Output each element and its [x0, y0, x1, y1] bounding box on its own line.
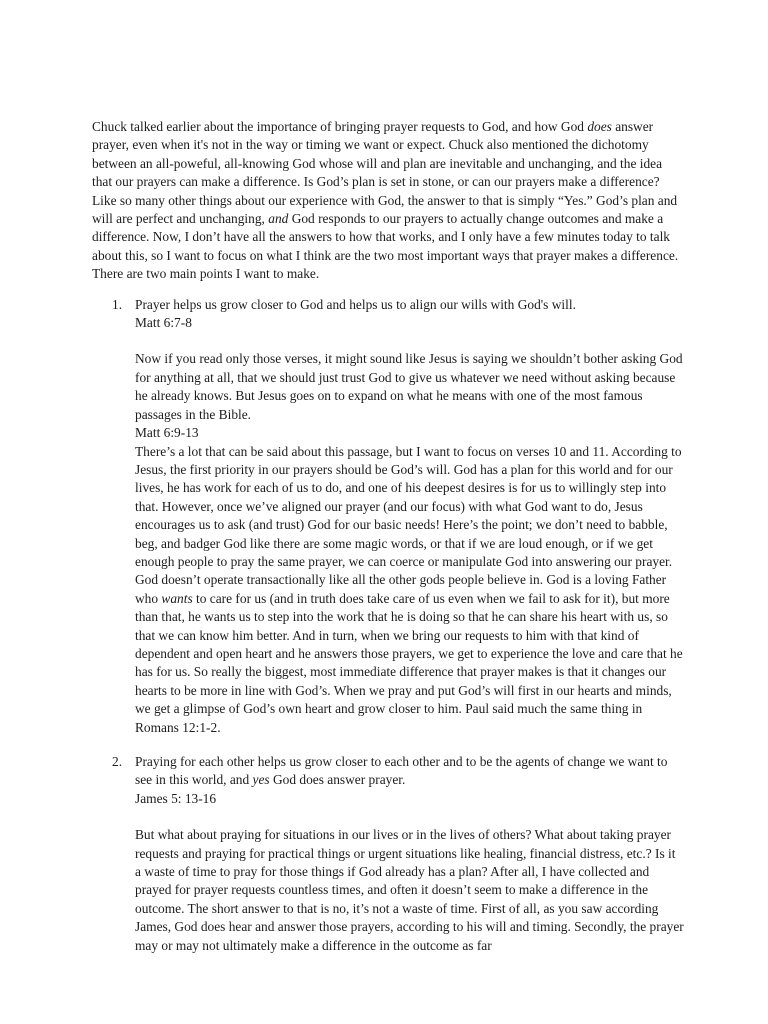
point-2-number: 2.: [112, 754, 123, 769]
point-1-number: 1.: [112, 296, 123, 312]
point-1-paragraph-2-text-a: There’s a lot that can be said about this passage, but I want to focus on verses 10 and 11. According to Jesus, the first priority in our prayers should be God’s will. God has a plan for this world and for our lives, he has work for each of us to do, and one of his deepest desires is for us to willingly step into that. However, once we’ve aligned our prayer (and our focus) with what God want to do, Jesus encourages us to ask (and trust) God for our basic needs! Here’s the point; we don’t need to babble, beg, and badger God like there are some magic words, or that if we are loud enough, or if we get enough people to pray the same prayer, we can coerce or manipulate God into answering our prayer. God doesn’t operate transactionally like all the other gods people believe in. God is a loving Father who: [135, 443, 682, 606]
point-2-emphasis-yes: yes: [252, 772, 270, 788]
point-1-emphasis-wants: wants: [161, 590, 193, 606]
point-2-reference-1: James 5: 13-16: [135, 790, 217, 806]
point-1-paragraph-2-text-b: to care for us (and in truth does take care of us even when we fail to ask for it), but more than that, he wants us to step into the work that he is doing so that he can share his heart with us, so that we can know him better. And in turn, when we bring our requests to him with that kind of dependent and open heart and he answers those prayers, we get to experience the love and care that he has for us. So really the biggest, most immediate difference that prayer makes is that it changes our hearts to be more in line with God’s. When we pray and put God’s will first in our hearts and minds, we get a glimpse of God’s own heart and grow closer to him. Paul said much the same thing in Romans 12:1-2.: [135, 590, 683, 735]
intro-emphasis-does: does: [587, 119, 612, 134]
point-1-reference-1: Matt 6:7-8: [135, 315, 192, 331]
point-1-paragraph-1: Now if you read only those verses, it might sound like Jesus is saying we shouldn’t bother asking God for anything at all, that we should just trust God to give us whatever we need without asking because he already knows. But Jesus goes on to expand on what he means with one of the most famous passages in the Bible.: [135, 351, 683, 422]
intro-text-2: answer prayer, even when it's not in the way or timing we want or expect. Chuck also mentioned the dichotomy between an all-poweful, all-knowing God whose will and plan are inevitable and unchanging, and the idea that our prayers can make a difference. Is God’s plan is set in stone, or can our prayers make a difference? Like so many other things about our experience with God, the answer to that is simply “Yes.” God’s plan and will are perfect and unchanging,: [92, 119, 678, 227]
spacer: [135, 808, 684, 826]
spacer: [135, 332, 684, 350]
point-2-heading-text-a: Praying for each other helps us grow closer to each other and to be the agents of change we want to see in this world, and: [135, 754, 668, 788]
point-1-reference-2: Matt 6:9-13: [135, 425, 199, 441]
intro-text-1: Chuck talked earlier about the importance of bringing prayer requests to God, and how God: [92, 119, 588, 134]
point-1-heading: Prayer helps us grow closer to God and helps us to align our wills with God's will.: [135, 296, 576, 312]
point-1-paragraph-2: [135, 443, 684, 738]
intro-emphasis-and: and: [268, 211, 289, 227]
point-2-heading: [135, 753, 684, 790]
point-2-paragraph-1: But what about praying for situations in our lives or in the lives of others? What about taking prayer requests and praying for practical things or urgent situations like healing, financial distress, etc.? Is it a waste of time to pray for those things if God already has a plan? After all, I have collected and prayed for prayer requests countless times, and often it doesn’t seem to make a difference in the outcome. The short answer to that is no, it’s not a waste of time. First of all, as you saw according James, God does hear and answer those prayers, according to his will and timing. Secondly, the prayer may or may not ultimately make a difference in the outcome as far: [135, 827, 684, 953]
intro-paragraph: [92, 118, 684, 284]
point-1: [92, 296, 684, 737]
point-2: [92, 753, 684, 955]
intro-text-3: God responds to our prayers to actually change outcomes and make a difference. Now, I don’t have all the answers to how that works, and I only have a few minutes today to talk about this, so I want to focus on what I think are the two most important ways that prayer makes a difference. There are two main points I want to make.: [92, 211, 679, 282]
point-2-heading-text-b: God does answer prayer.: [269, 772, 406, 788]
